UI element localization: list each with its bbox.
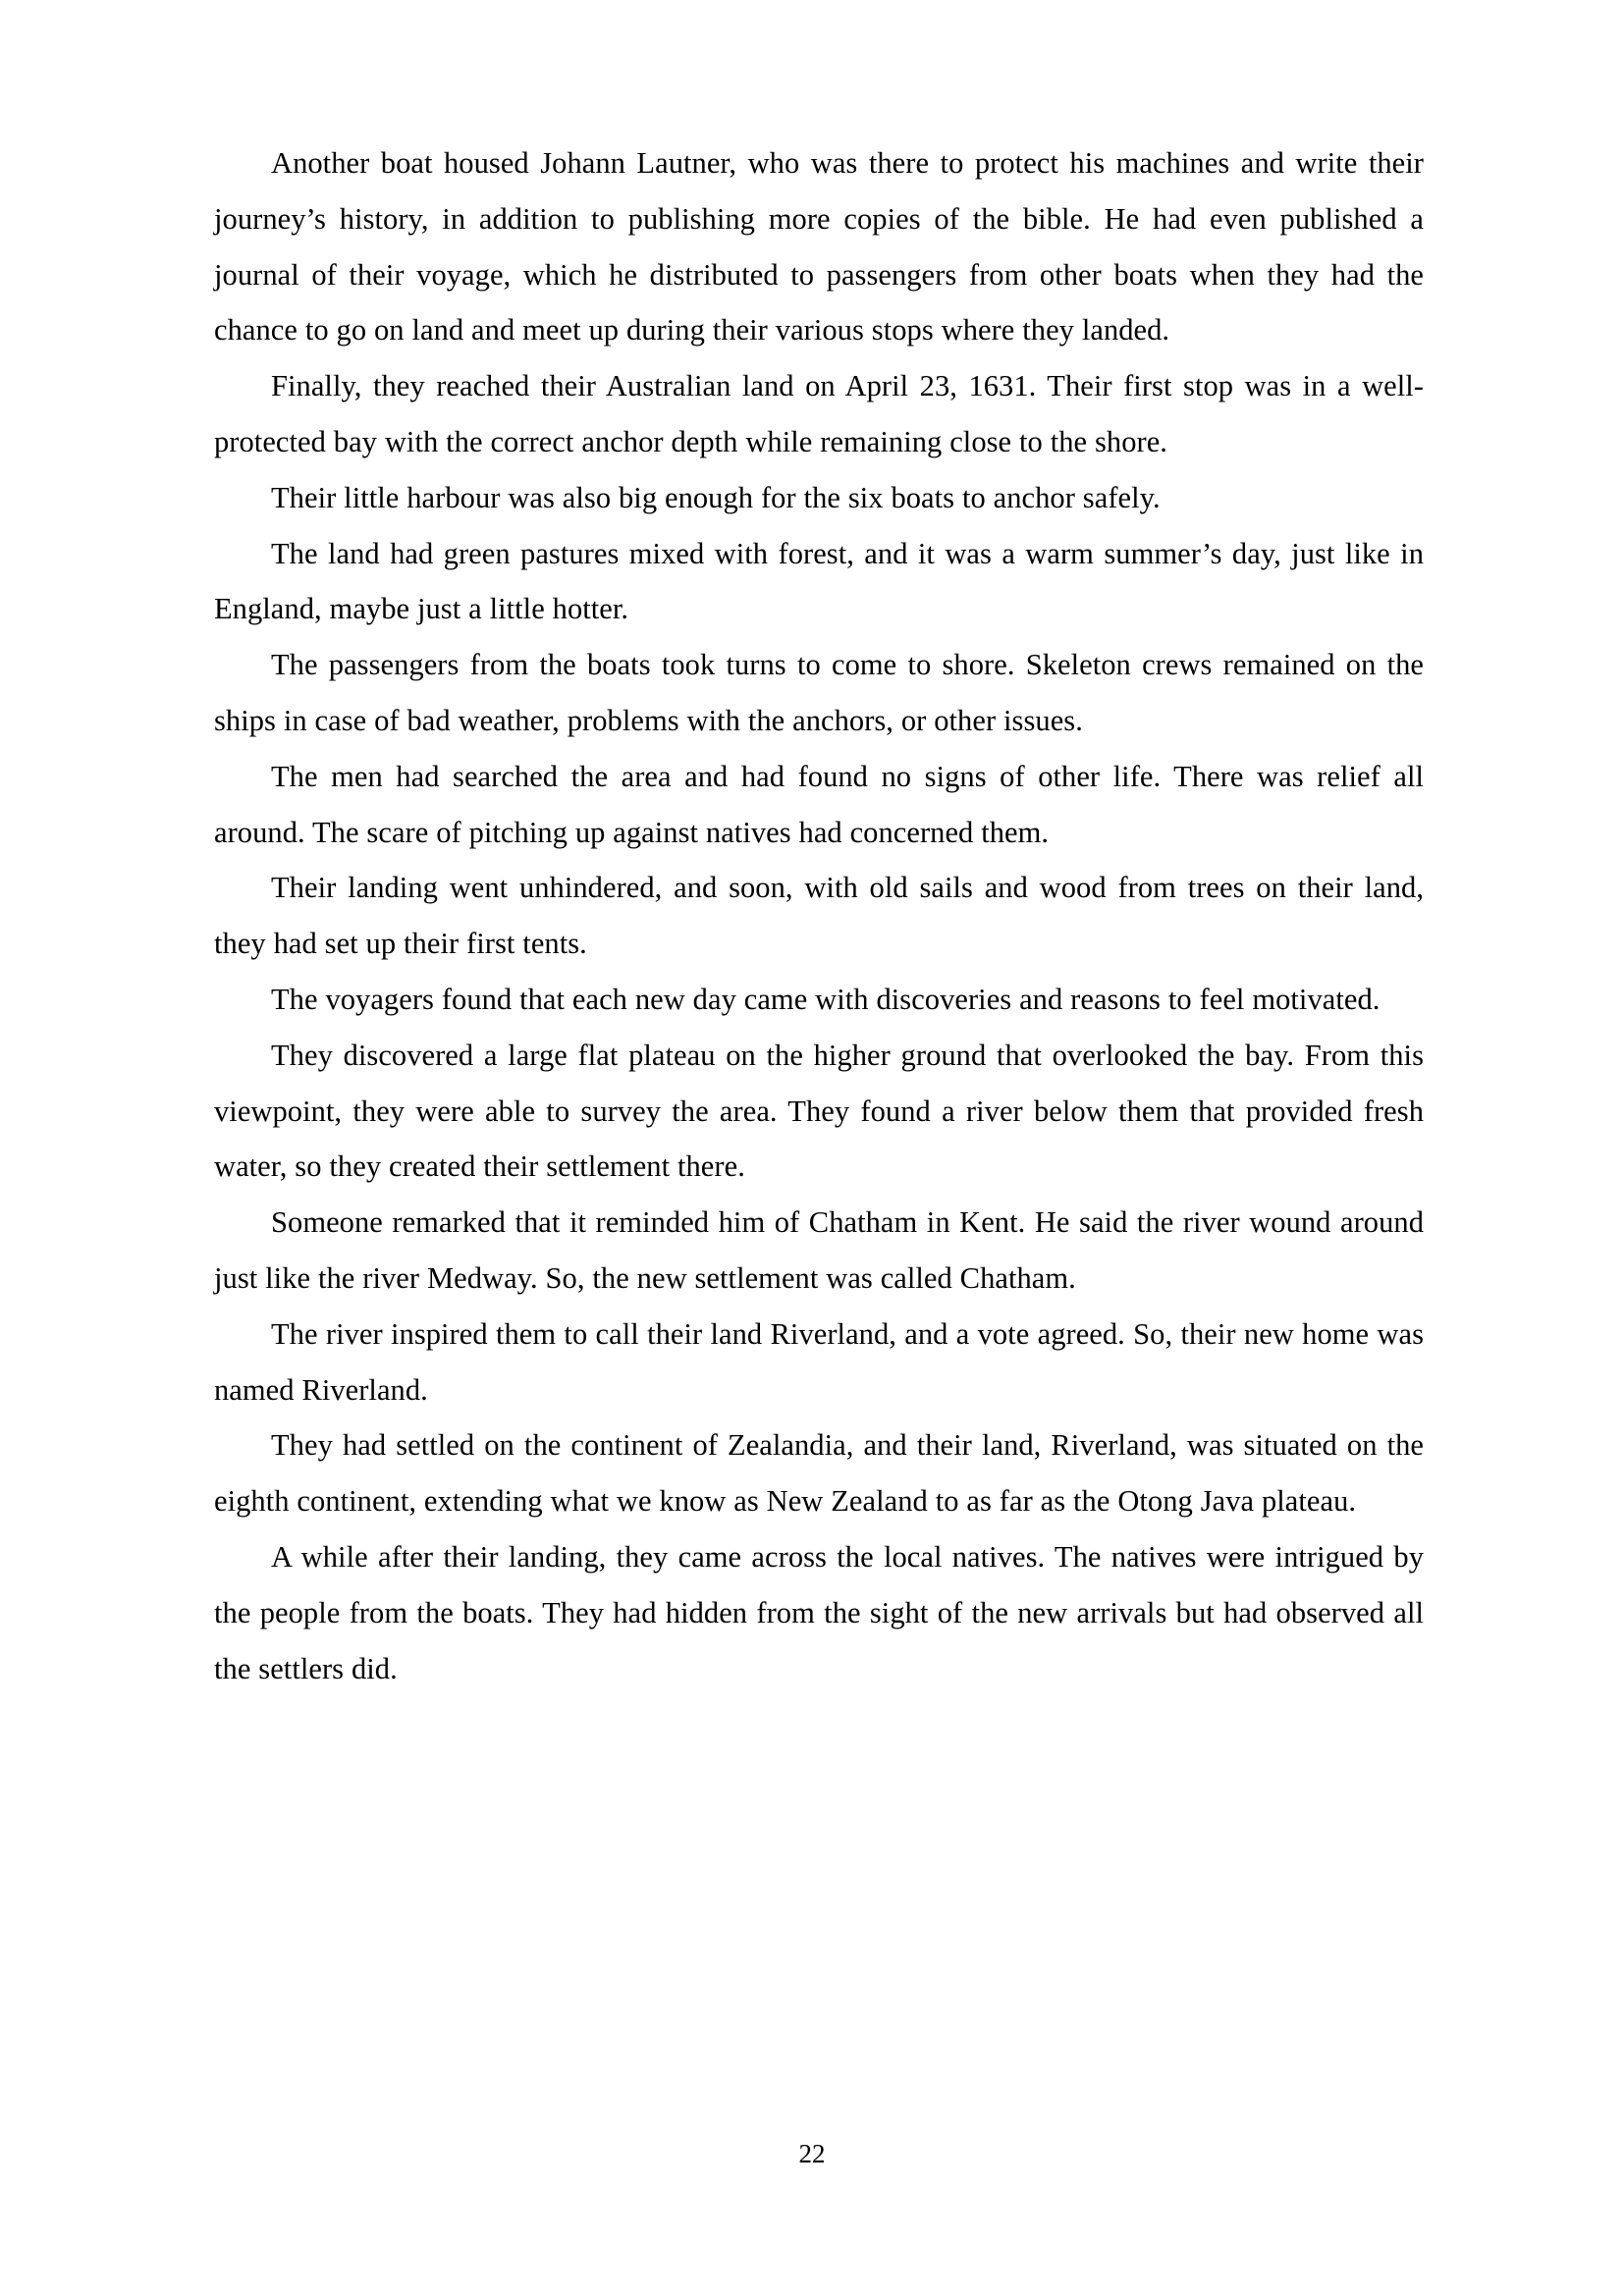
paragraph: Finally, they reached their Australian land on April 23, 1631. Their first stop was in a well-protected bay with the correct anchor depth while remaining close to the shore. (214, 369, 1424, 458)
paragraph: The river inspired them to call their land Riverland, and a vote agreed. So, their new home was named Riverland. (214, 1316, 1424, 1407)
paragraph: Someone remarked that it reminded him of Chatham in Kent. He said the river wound around just like the river Medway. So, the new settlement was called Chatham. (214, 1205, 1424, 1295)
page-number: 22 (798, 2139, 826, 2168)
paragraph: Another boat housed Johann Lautner, who was there to protect his machines and write their journey’s history, in addition to publishing more copies of the bible. He had even published a journal of their voyage, which he distributed to passengers from other boats when they had the chance to go on land and meet up during their various stops where they landed. (214, 146, 1424, 347)
paragraph: The land had green pastures mixed with forest, and it was a warm summer’s day, just like in England, maybe just a little hotter. (214, 536, 1424, 626)
paragraph: The men had searched the area and had found no signs of other life. There was relief all around. The scare of pitching up against natives had concerned them. (214, 759, 1424, 849)
paragraph: Their landing went unhindered, and soon, with old sails and wood from trees on their land, they had set up their first tents. (214, 871, 1424, 961)
paragraph: They discovered a large flat plateau on the higher ground that overlooked the bay. From this viewpoint, they were able to survey the area. They found a river below them that provided fresh water, so they created their settlement there. (214, 1038, 1424, 1184)
paragraph: A while after their landing, they came across the local natives. The natives were intrigued by the people from the boats. They had hidden from the sight of the new arrivals but had observed all the settlers did. (214, 1539, 1424, 1685)
paragraph: The voyagers found that each new day came with discoveries and reasons to feel motivated. (271, 982, 1380, 1016)
paragraph: Their little harbour was also big enough for the six boats to anchor safely. (271, 480, 1161, 514)
body-text-block (214, 135, 1424, 1696)
paragraph: The passengers from the boats took turns to come to shore. Skeleton crews remained on the ships in case of bad weather, problems with the anchors, or other issues. (214, 648, 1424, 737)
paragraph: They had settled on the continent of Zealandia, and their land, Riverland, was situated on the eighth continent, extending what we know as New Zealand to as far as the Otong Java plateau. (214, 1428, 1424, 1519)
